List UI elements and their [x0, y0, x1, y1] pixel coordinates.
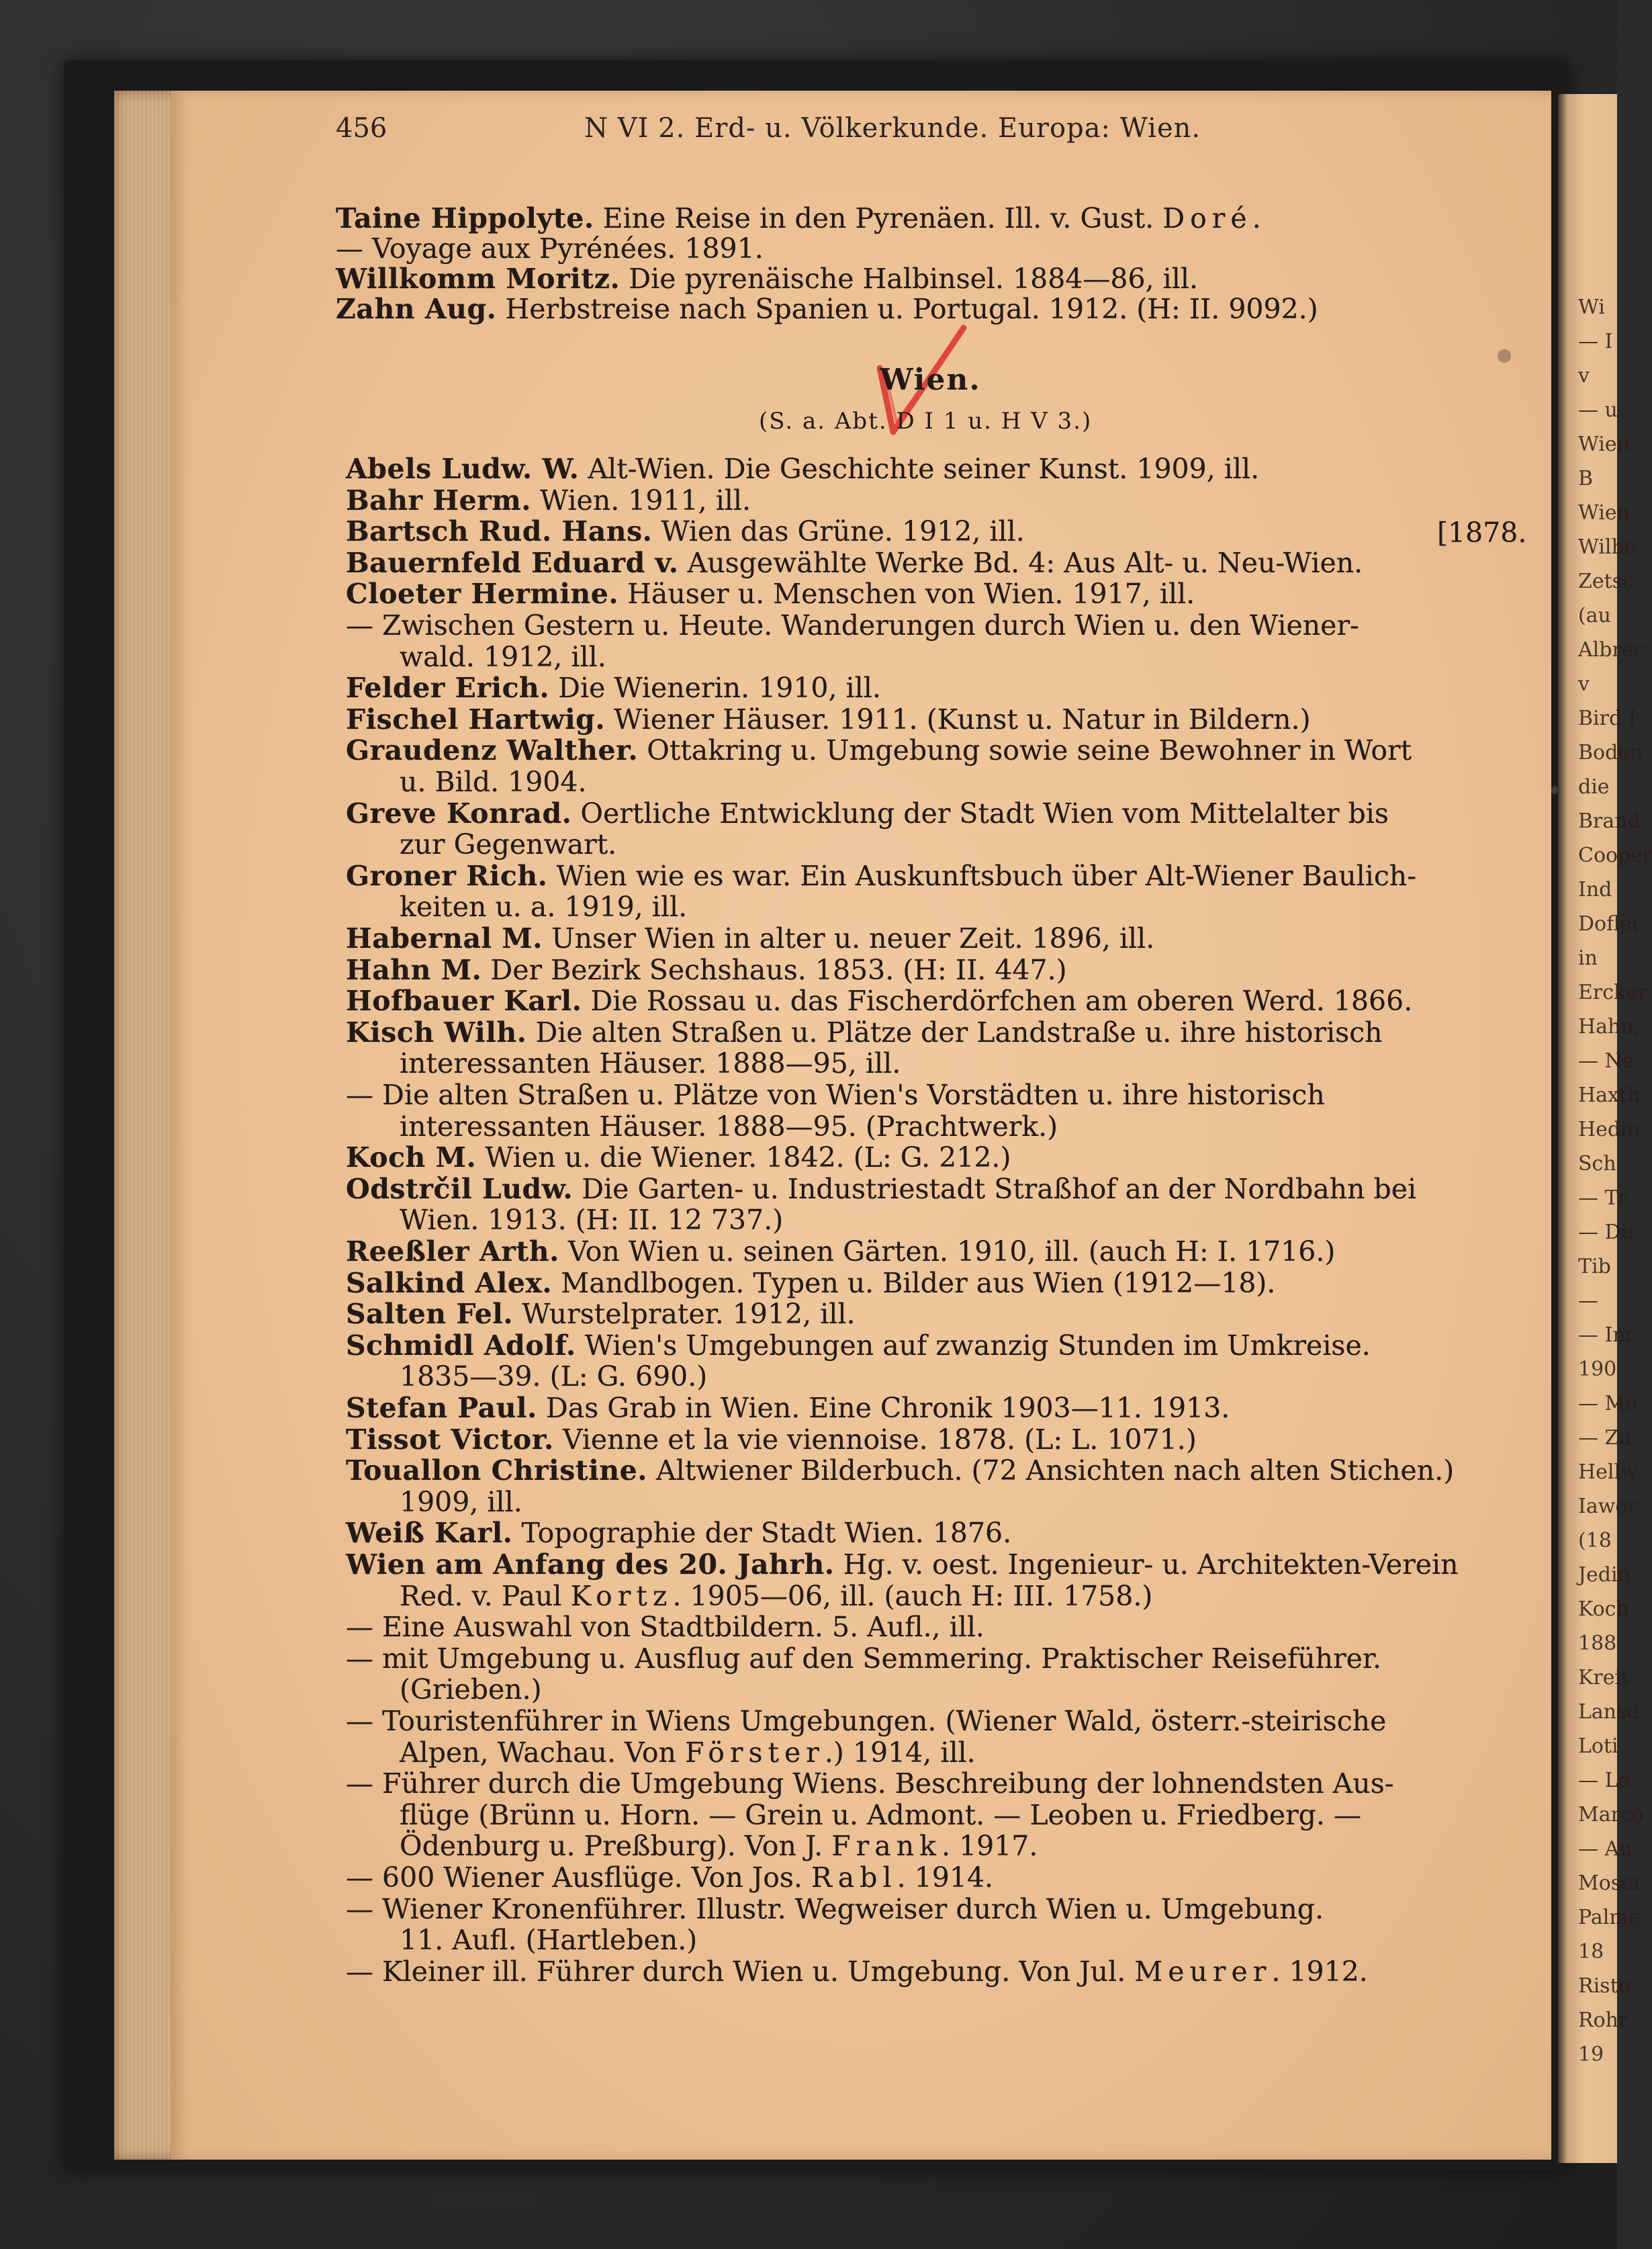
adjacent-page-text: — Ne: [1578, 1049, 1635, 1073]
adjacent-page-text: Boden: [1578, 741, 1643, 764]
entry-spaced-name: Frank: [831, 1830, 942, 1863]
adjacent-page-strip: [1558, 94, 1652, 2163]
entry-text: — Führer durch die Umgebung Wiens. Beschreibung der lohnendsten Aus-: [346, 1767, 1394, 1800]
entry-text: Altwiener Bilderbuch. (72 Ansichten nach alten Stichen.): [647, 1454, 1455, 1487]
adjacent-page-text: Rohr: [1578, 2009, 1628, 2032]
bibliography-line: [346, 609, 1359, 644]
entry-text: Ottakring u. Umgebung sowie seine Bewohner in Wort: [638, 734, 1412, 767]
entry-text-tail: . 1905—06, ill. (auch H: III. 1758.): [672, 1579, 1153, 1612]
adjacent-page-text: Albrec: [1578, 638, 1645, 662]
entry-text: Das Grab in Wien. Eine Chronik 1903—11. 1913.: [537, 1392, 1230, 1424]
entry-text: Häuser u. Menschen von Wien. 1917, ill.: [618, 578, 1195, 611]
paper-spot: [1551, 786, 1558, 794]
entry-author: Zahn Aug.: [336, 293, 497, 325]
adjacent-page-text: Wi: [1578, 296, 1605, 319]
adjacent-page-text: Palme: [1578, 1906, 1641, 1929]
entry-text: Ödenburg u. Preßburg). Von J.: [400, 1830, 832, 1863]
entry-author: Weiß Karl.: [346, 1517, 513, 1550]
entry-text: Oertliche Entwicklung der Stadt Wien vom Mittelalter bis: [571, 797, 1389, 830]
entry-text-tail: .: [1252, 202, 1261, 234]
entry-text: wald. 1912, ill.: [400, 640, 606, 673]
entry-author: Schmidl Adolf.: [346, 1329, 576, 1362]
entry-text: 1909, ill.: [400, 1485, 522, 1518]
entry-author: Cloeter Hermine.: [346, 578, 619, 611]
entry-text-tail: . 1914.: [897, 1861, 994, 1894]
bibliography-line: [400, 1110, 1058, 1145]
adjacent-page-text: Hahn,: [1578, 1015, 1641, 1039]
adjacent-page-text: 188: [1578, 1632, 1617, 1655]
adjacent-page-text: Moser: [1578, 1871, 1643, 1895]
entry-author: Abels Ludw. W.: [346, 453, 580, 485]
bibliography-line: [400, 640, 606, 675]
entry-text: Die Rossau u. das Fischerdörfchen am oberen Werd. 1866.: [582, 985, 1413, 1018]
bibliography-line: [346, 1329, 1371, 1364]
adjacent-page-text: —: [1578, 1289, 1598, 1313]
bibliography-line: [346, 1610, 984, 1645]
bibliography-line: [346, 922, 1154, 957]
adjacent-page-text: Risto: [1578, 1974, 1631, 1998]
bibliography-line: [400, 1485, 522, 1520]
entry-text: Ausgewählte Werke Bd. 4: Aus Alt- u. Neu-Wien.: [678, 546, 1363, 579]
entry-text: interessanten Häuser. 1888—95, ill.: [400, 1047, 901, 1080]
entry-author: Greve Konrad.: [346, 797, 572, 830]
entry-author: Koch M.: [346, 1141, 477, 1174]
bibliography-line: [346, 1642, 1381, 1677]
adjacent-page-text: — Au: [1578, 1837, 1633, 1861]
adjacent-page-text: v: [1578, 364, 1590, 388]
entry-author: Stefan Paul.: [346, 1392, 537, 1424]
entry-text-tail: . 1912.: [1271, 1955, 1368, 1988]
bibliography-line: [346, 1955, 1368, 1990]
adjacent-page-text: die: [1578, 775, 1610, 799]
entry-text: Topographie der Stadt Wien. 1876.: [512, 1517, 1012, 1550]
entry-text: u. Bild. 1904.: [400, 766, 587, 798]
bibliography-line: [400, 765, 587, 800]
entry-text: Wien. 1913. (H: II. 12 737.): [400, 1204, 784, 1237]
running-head: N VI 2. Erd- u. Völkerkunde. Europa: Wien.: [584, 113, 1201, 144]
entry-author: Tissot Victor.: [346, 1423, 554, 1456]
entry-text: Wien das Grüne. 1912, ill.: [652, 515, 1025, 548]
section-heading: Wien.: [880, 363, 981, 397]
adjacent-page-text: v: [1578, 672, 1590, 696]
adjacent-page-text: Loti: [1578, 1734, 1618, 1758]
adjacent-page-text: — Le: [1578, 1769, 1631, 1792]
adjacent-page-text: — I: [1578, 330, 1613, 353]
entry-author: Graudenz Walther.: [346, 734, 639, 767]
bibliography-line: [346, 484, 751, 519]
entry-text: — Die alten Straßen u. Plätze von Wien's Vorstädten u. ihre historisch: [346, 1079, 1325, 1111]
adjacent-page-text: Wien: [1578, 433, 1630, 456]
paper-spot: [1498, 349, 1511, 363]
entry-spaced-name: Meurer: [1134, 1955, 1272, 1988]
entry-text: — Zwischen Gestern u. Heute. Wanderungen durch Wien u. den Wiener-: [346, 609, 1359, 642]
entry-text: — Kleiner ill. Führer durch Wien u. Umgebung. Von Jul.: [346, 1955, 1135, 1988]
entry-text: flüge (Brünn u. Horn. — Grein u. Admont. — Leoben u. Friedberg. —: [400, 1798, 1361, 1831]
entry-author: Kisch Wilh.: [346, 1016, 527, 1049]
bibliography-line: [346, 577, 1195, 612]
bibliography-line: [346, 1516, 1011, 1551]
bibliography-line: [346, 1454, 1454, 1489]
entry-text: Vienne et la vie viennoise. 1878. (L: L. 1071.): [553, 1423, 1197, 1456]
bibliography-line: [346, 1423, 1197, 1458]
bibliography-line: [346, 1391, 1230, 1426]
entry-text: Der Bezirk Sechshaus. 1853. (H: II. 447.): [481, 953, 1067, 986]
adjacent-page-text: Lansd: [1578, 1700, 1640, 1724]
adjacent-page-text: Koch: [1578, 1597, 1629, 1621]
entry-text: — Wiener Kronenführer. Illustr. Wegweiser durch Wien u. Umgebung.: [346, 1892, 1324, 1925]
adjacent-page-text: — Tr: [1578, 1186, 1628, 1210]
adjacent-page-text: Hellw: [1578, 1460, 1638, 1484]
entry-author: Salten Fel.: [346, 1298, 514, 1331]
entry-author: Reeßler Arth.: [346, 1235, 559, 1268]
entry-text: Wien wie es war. Ein Auskunftsbuch über Alt-Wiener Baulich-: [547, 859, 1417, 892]
entry-author: Hahn M.: [346, 953, 482, 986]
entry-spaced-name: Förster: [684, 1736, 825, 1769]
entry-text: — mit Umgebung u. Ausflug auf den Semmering. Praktischer Reiseführer.: [346, 1642, 1382, 1675]
bibliography-line: [346, 984, 1412, 1019]
bibliography-line: [400, 1829, 1038, 1864]
entry-text: Red. v. Paul: [400, 1579, 571, 1612]
adjacent-page-text: Wilhe: [1578, 535, 1637, 559]
adjacent-page-text: — Me: [1578, 1392, 1638, 1415]
adjacent-page-text: Doflei: [1578, 912, 1639, 936]
entry-text: — Voyage aux Pyrénées. 1891.: [336, 232, 764, 265]
entry-text: Alpen, Wachau. Von: [400, 1736, 685, 1769]
entry-text: Die pyrenäische Halbinsel. 1884—86, ill.: [620, 263, 1199, 295]
entry-text: — 600 Wiener Ausflüge. Von Jos.: [346, 1861, 811, 1894]
adjacent-page-text: Brand: [1578, 809, 1641, 833]
entry-text: Wien. 1911, ill.: [531, 484, 751, 517]
entry-text: Herbstreise nach Spanien u. Portugal. 1912. (H: II. 9092.): [496, 293, 1318, 325]
bibliography-line: [346, 1892, 1324, 1927]
bibliography-line: [346, 797, 1389, 832]
adjacent-page-text: Sch: [1578, 1152, 1616, 1176]
bibliography-line: [400, 1047, 901, 1082]
entry-text: — Eine Auswahl von Stadtbildern. 5. Aufl., ill.: [346, 1611, 984, 1644]
adjacent-page-text: 19: [1578, 2043, 1604, 2066]
section-cross-reference: (S. a. Abt. D I 1 u. H V 3.): [759, 408, 1093, 435]
entry-author: Odstrčil Ludw.: [346, 1172, 573, 1205]
entry-author: Wien am Anfang des 20. Jahrh.: [346, 1548, 835, 1581]
adjacent-page-text: Tib: [1578, 1255, 1611, 1278]
entry-author: Habernal M.: [346, 922, 543, 955]
bibliography-line: [336, 292, 1318, 327]
bibliography-line: [400, 1923, 697, 1958]
entry-text: Alt-Wien. Die Geschichte seiner Kunst. 1909, ill.: [579, 453, 1260, 485]
adjacent-page-text: Wien: [1578, 501, 1630, 525]
adjacent-page-text: in: [1578, 946, 1598, 970]
entry-text: Unser Wien in alter u. neuer Zeit. 1896, ill.: [543, 922, 1155, 955]
entry-spaced-name: Doré: [1162, 202, 1252, 234]
bibliography-line: [346, 953, 1067, 988]
bibliography-line: [400, 1579, 1152, 1614]
entry-text: Wiener Häuser. 1911. (Kunst u. Natur in Bildern.): [605, 703, 1311, 736]
bibliography-line: [346, 515, 1025, 549]
adjacent-page-text: Hedin: [1578, 1118, 1641, 1141]
bibliography-line: [400, 1673, 542, 1708]
entry-text: (Grieben.): [400, 1673, 542, 1706]
adjacent-page-text: Haxth: [1578, 1084, 1641, 1107]
adjacent-page-text: Marco: [1578, 1803, 1644, 1826]
entry-text: Die alten Straßen u. Plätze der Landstraße u. ihre historisch: [526, 1016, 1383, 1049]
entry-spaced-name: Rabl: [811, 1861, 897, 1894]
adjacent-page-text: (au: [1578, 604, 1611, 627]
entry-text: Von Wien u. seinen Gärten. 1910, ill. (auch H: I. 1716.): [559, 1235, 1336, 1268]
entry-author: Bahr Herm.: [346, 484, 531, 517]
entry-text: Mandlbogen. Typen u. Bilder aus Wien (1912—18).: [552, 1266, 1276, 1299]
bibliography-line: [400, 1798, 1361, 1833]
page-number: 456: [336, 113, 387, 144]
bibliography-line: [346, 452, 1259, 487]
bibliography-line: [346, 1297, 856, 1332]
adjacent-page-text: — u: [1578, 398, 1618, 422]
bibliography-line: [346, 1016, 1383, 1051]
entry-author: Taine Hippolyte.: [336, 202, 594, 234]
bibliography-line: [400, 1203, 783, 1238]
entry-author: Hofbauer Karl.: [346, 985, 582, 1018]
bibliography-line: [400, 828, 616, 863]
adjacent-page-text: Zetsc: [1578, 570, 1634, 593]
entry-author: Bartsch Rud. Hans.: [346, 515, 653, 548]
adjacent-page-text: B: [1578, 467, 1594, 490]
adjacent-page-text: 18: [1578, 1940, 1604, 1964]
entry-text: keiten u. a. 1919, ill.: [400, 891, 688, 924]
adjacent-page-text: Kreit: [1578, 1666, 1630, 1689]
page-header: [336, 113, 1256, 150]
bibliography-line: [346, 1767, 1394, 1802]
entry-text: Wien u. die Wiener. 1842. (L: G. 212.): [476, 1141, 1011, 1174]
entry-author: Groner Rich.: [346, 859, 548, 892]
adjacent-page-text: Ind: [1578, 878, 1612, 901]
bibliography-line: [346, 1861, 993, 1896]
adjacent-page-text: — Zu: [1578, 1426, 1632, 1450]
entry-author: Felder Erich.: [346, 672, 550, 705]
adjacent-page-text: Iawor: [1578, 1495, 1637, 1518]
bibliography-line: [346, 703, 1311, 738]
entry-author: Touallon Christine.: [346, 1454, 647, 1487]
entry-author: Fischel Hartwig.: [346, 703, 606, 736]
adjacent-page-text: — Im: [1578, 1323, 1632, 1347]
bibliography-line: [346, 1141, 1011, 1176]
bibliography-line: [346, 859, 1416, 894]
entry-text: 11. Aufl. (Hartleben.): [400, 1924, 698, 1957]
entry-text-tail: . 1917.: [941, 1830, 1038, 1863]
adjacent-page-text: — Du: [1578, 1221, 1634, 1244]
entry-text: Eine Reise in den Pyrenäen. Ill. v. Gust.: [594, 202, 1163, 234]
bibliography-line: [400, 1360, 707, 1395]
bibliography-line: [346, 734, 1412, 768]
bibliography-line: [346, 1548, 1459, 1583]
bibliography-line: [346, 1235, 1335, 1270]
bibliography-line: [346, 1172, 1416, 1207]
entry-text: Hg. v. oest. Ingenieur- u. Architekten-Verein: [834, 1548, 1459, 1581]
entry-text: 1835—39. (L: G. 690.): [400, 1360, 708, 1393]
adjacent-page-text: Cooper: [1578, 844, 1652, 867]
entry-author: Bauernfeld Eduard v.: [346, 546, 679, 579]
entry-text: Wien's Umgebungen auf zwanzig Stunden im Umkreise.: [576, 1329, 1371, 1362]
adjacent-page-text: (18: [1578, 1529, 1612, 1552]
bibliography-line: [346, 1266, 1275, 1301]
adjacent-page-text: Bird I: [1578, 707, 1637, 730]
bibliography-line: [346, 1078, 1325, 1113]
entry-author: Salkind Alex.: [346, 1266, 553, 1299]
bibliography-line: [346, 1704, 1386, 1739]
entry-text-tail: .) 1914, ill.: [824, 1736, 976, 1769]
adjacent-page-text: Ercker: [1578, 981, 1648, 1004]
adjacent-page-text: 190: [1578, 1358, 1617, 1381]
entry-text: interessanten Häuser. 1888—95. (Prachtwerk.): [400, 1110, 1058, 1143]
entry-author: Willkomm Moritz.: [336, 263, 621, 295]
entry-text: — Touristenführer in Wiens Umgebungen. (Wiener Wald, österr.-steirische: [346, 1705, 1387, 1737]
entry-text: Wurstelprater. 1912, ill.: [513, 1298, 856, 1331]
bibliography-line: [346, 546, 1363, 581]
bibliography-line: [400, 1736, 976, 1771]
entry-text: Die Garten- u. Industriestadt Straßhof an der Nordbahn bei: [573, 1172, 1417, 1205]
entry-text: zur Gegenwart.: [400, 828, 617, 861]
adjacent-page-text: Jedin: [1578, 1563, 1631, 1587]
margin-bracket-year: [1878.: [1437, 517, 1527, 549]
entry-text: Die Wienerin. 1910, ill.: [549, 672, 881, 705]
bibliography-line: [346, 671, 881, 706]
bibliography-line: [400, 890, 687, 925]
entry-spaced-name: Kortz: [570, 1579, 673, 1612]
